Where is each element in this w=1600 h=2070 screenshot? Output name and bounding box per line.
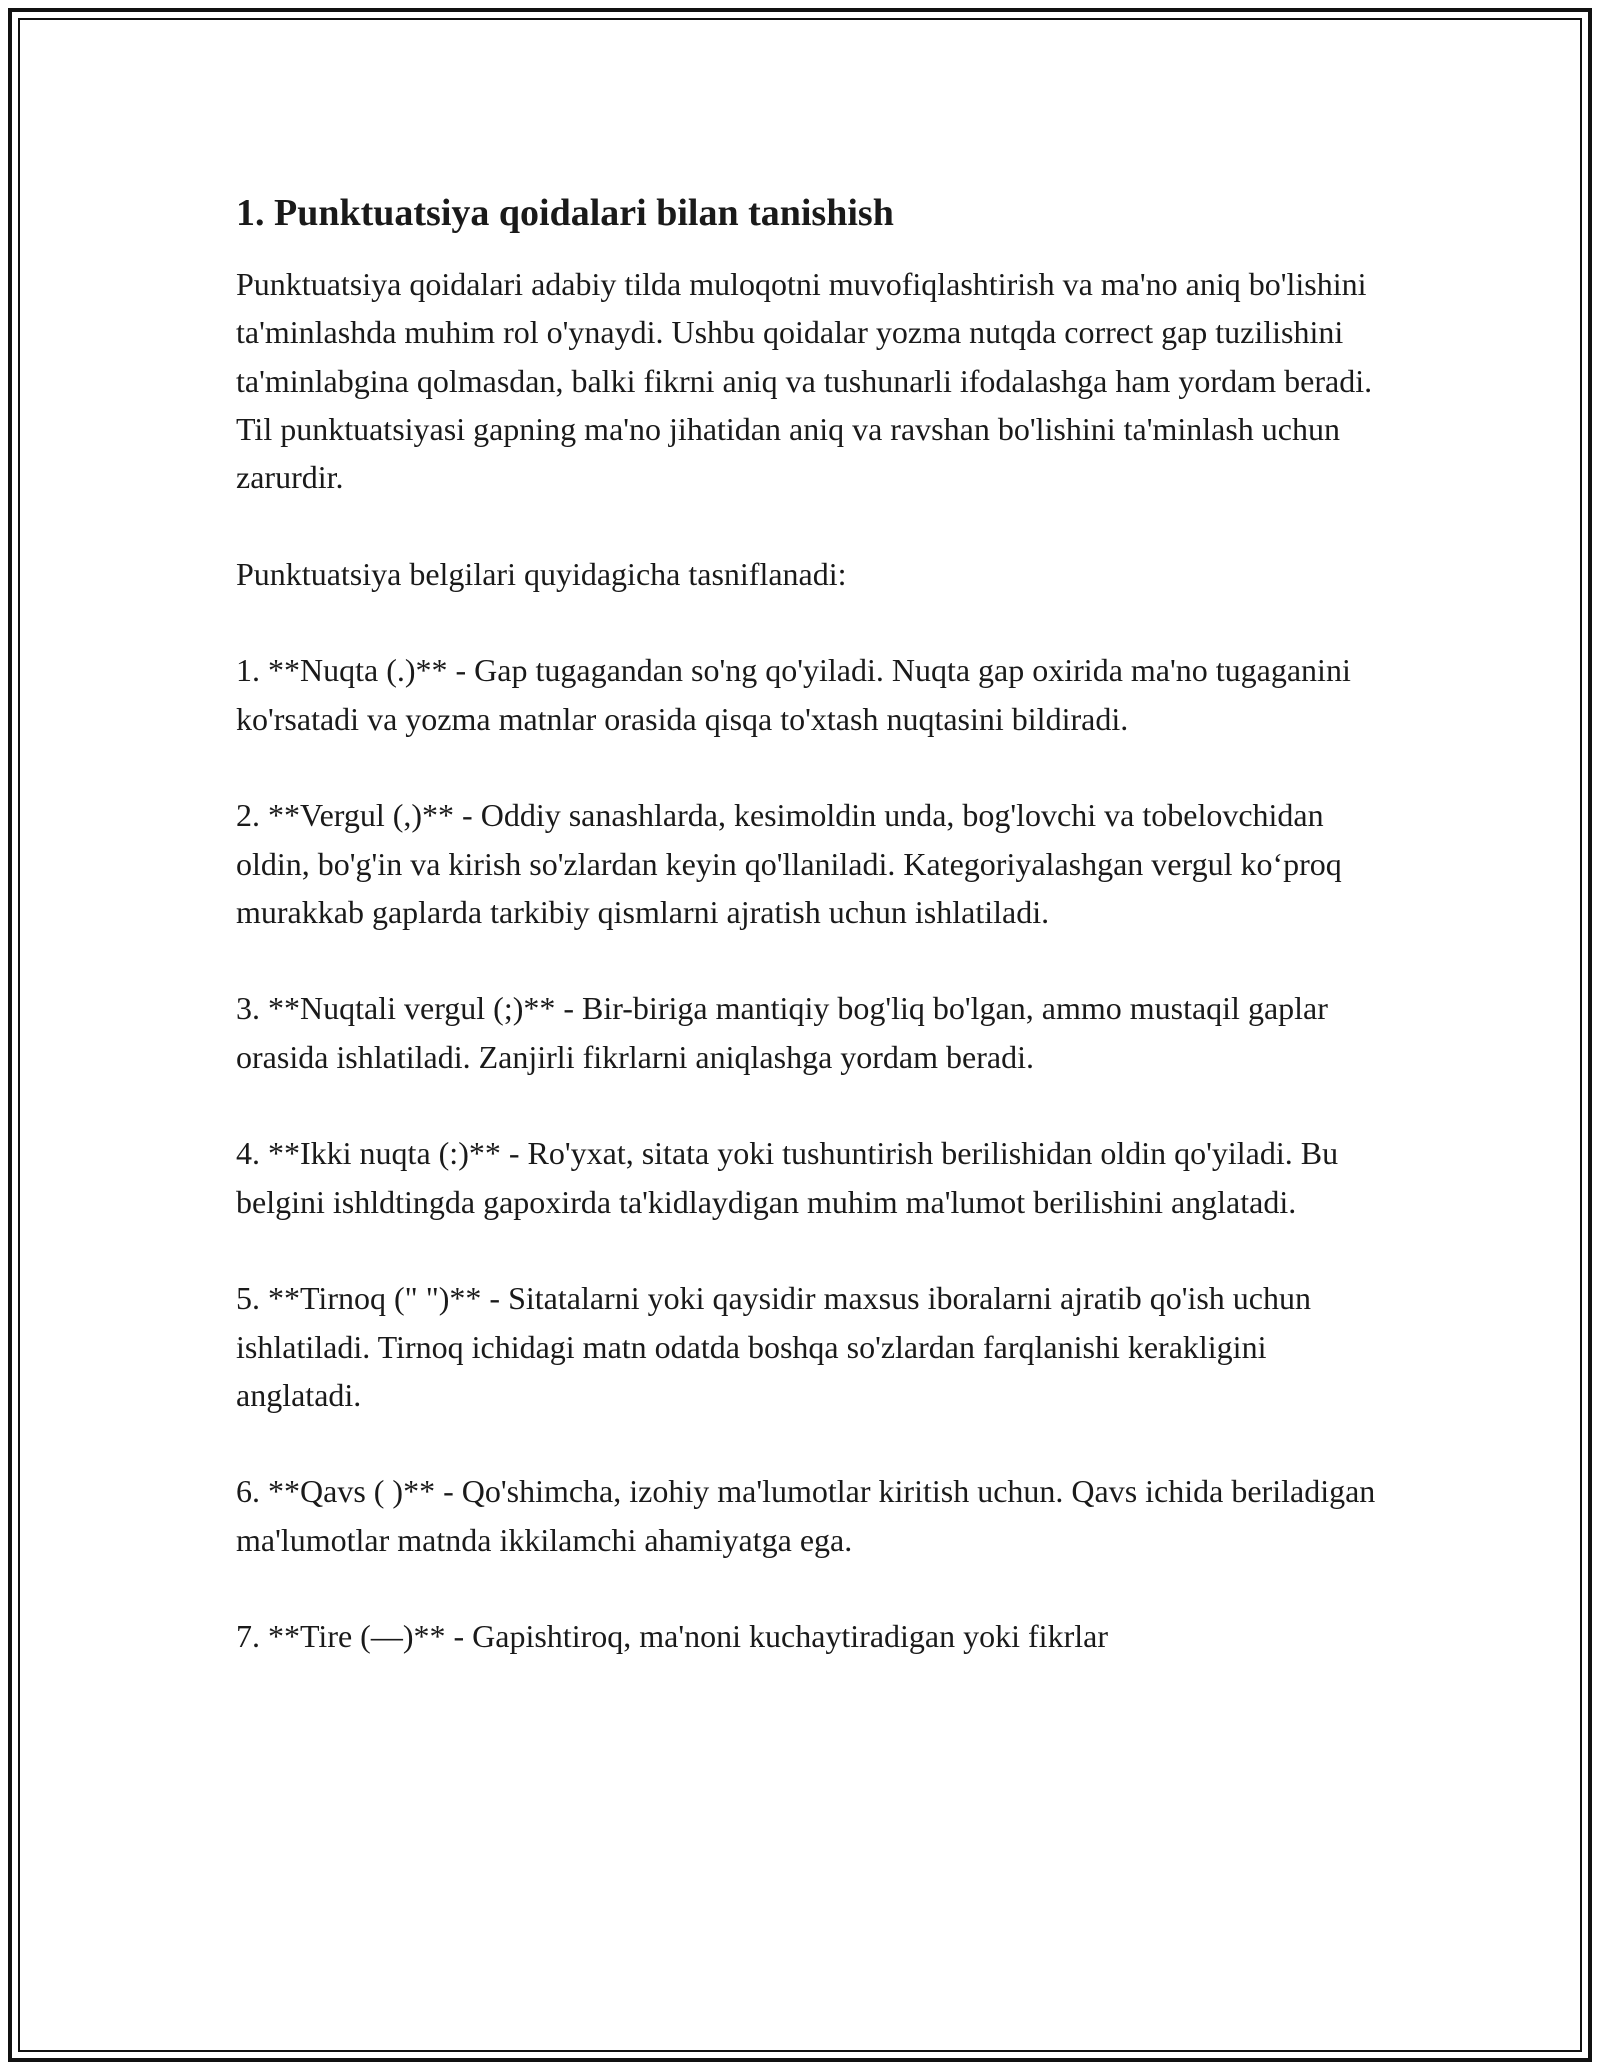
- classification-lead: Punktuatsiya belgilari quyidagicha tasniflanadi:: [236, 555, 847, 592]
- document-body: [236, 188, 1376, 1709]
- list-item-qavs: 6. **Qavs ( )** - Qo'shimcha, izohiy ma'lumotlar kiritish uchun. Qavs ichida beriladigan ma'lumotlar matnda ikkilamchi ahamiyatga ega.: [236, 1473, 1376, 1558]
- list-item-vergul: 2. **Vergul (,)** - Oddiy sanashlarda, kesimoldin unda, bog'lovchi va tobelovchidan oldin, bo'g'in va kirish so'zlardan keyin qo'llaniladi. Kategoriyalashgan vergul ko‘proq murakkab gaplarda tarkibiy qismlarni ajratish uchun ishlatiladi.: [236, 797, 1342, 930]
- intro-paragraph: Punktuatsiya qoidalari adabiy tilda muloqotni muvofiqlashtirish va ma'no aniq bo'lishini ta'minlashda muhim rol o'ynaydi. Ushbu qoidalar yozma nutqda correct gap tuzilishini ta'minlabgina qolmasdan, balki fikrni aniq va tushunarli ifodalashga ham yordam beradi. Til punktuatsiyasi gapning ma'no jihatidan aniq va ravshan bo'lishini ta'minlash uchun zarurdir.: [236, 266, 1373, 496]
- list-item-nuqtali-vergul: 3. **Nuqtali vergul (;)** - Bir-biriga mantiqiy bog'liq bo'lgan, ammo mustaqil gaplar orasida ishlatiladi. Zanjirli fikrlarni aniqlashga yordam beradi.: [236, 990, 1328, 1075]
- list-item-tirnoq: 5. **Tirnoq (" ")** - Sitatalarni yoki qaysidir maxsus iboralarni ajratib qo'ish uchun ishlatiladi. Tirnoq ichidagi matn odatda boshqa so'zlardan farqlanishi kerakligini anglatadi.: [236, 1280, 1311, 1413]
- list-item-ikki-nuqta: 4. **Ikki nuqta (:)** - Ro'yxat, sitata yoki tushuntirish berilishidan oldin qo'yiladi. Bu belgini ishldtingda gapoxirda ta'kidlaydigan muhim ma'lumot berilishini anglatadi.: [236, 1135, 1339, 1220]
- list-item-tire: 7. **Tire (—)** - Gapishtiroq, ma'noni kuchaytiradigan yoki fikrlar: [236, 1618, 1108, 1655]
- section-heading: 1. Punktuatsiya qoidalari bilan tanishish: [236, 192, 894, 234]
- list-item-nuqta: 1. **Nuqta (.)** - Gap tugagandan so'ng qo'yiladi. Nuqta gap oxirida ma'no tugaganini ko'rsatadi va yozma matnlar orasida qisqa to'xtash nuqtasini bildiradi.: [236, 652, 1351, 737]
